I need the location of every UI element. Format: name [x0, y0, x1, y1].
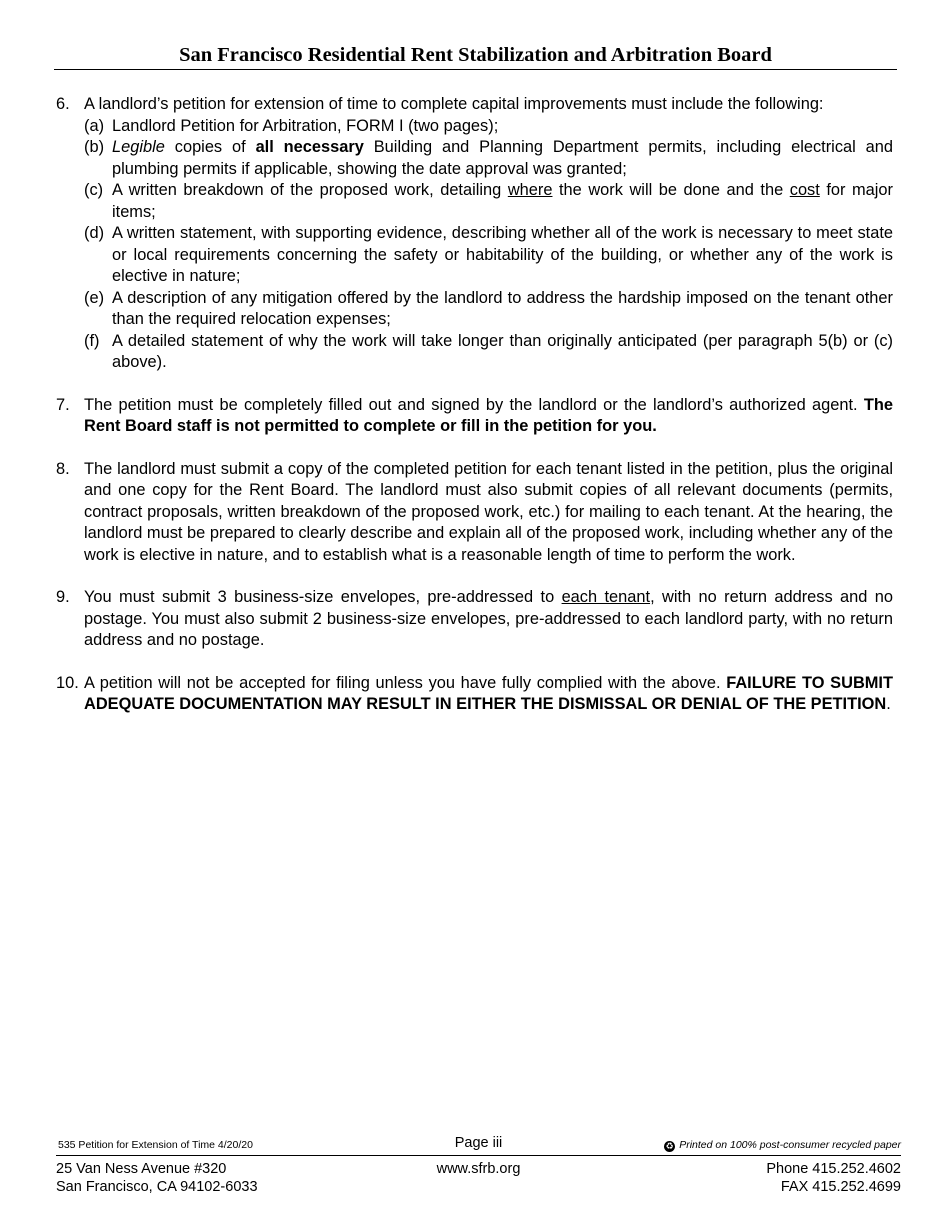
form-id: 535 Petition for Extension of Time 4/20/20 — [58, 1139, 253, 1151]
sub-item-c: (c) A written breakdown of the proposed work, detailing where the work will be done and the cost for major items; — [84, 181, 893, 221]
recycle-icon: ♻ — [665, 1141, 674, 1151]
footer-top — [56, 1135, 901, 1156]
instructions-list — [56, 94, 893, 737]
item-number: 6. — [56, 95, 70, 113]
item-9: 9. You must submit 3 business-size envelopes, pre-addressed to each tenant, with no return address and no postage. You must also submit 2 business-size envelopes, pre-addressed to each landlord party, with no return address and no postage. — [56, 588, 893, 649]
item-number: 7. — [56, 395, 70, 414]
item-6 — [56, 94, 893, 374]
sub-item-a: (a) Landlord Petition for Arbitration, FORM I (two pages); — [84, 116, 499, 135]
website-link[interactable]: www.sfrb.org — [436, 1161, 521, 1177]
page-number: Page iii — [454, 1135, 503, 1151]
sub-item-e: (e) A description of any mitigation offered by the landlord to address the hardship imposed on the tenant other than the required relocation expenses; — [84, 288, 893, 328]
item-text: A landlord’s petition for extension of time to complete capital improvements must include the following: — [84, 95, 824, 113]
office-address: 25 Van Ness Avenue #320 San Francisco, CA 94102-6033 — [56, 1161, 258, 1195]
item-7: 7. The petition must be completely filled out and signed by the landlord or the landlord’s authorized agent. The Rent Board staff is not permitted to complete or fill in the petition for you. — [56, 395, 893, 435]
contact-numbers: Phone 415.252.4602 FAX 415.252.4699 — [766, 1161, 901, 1195]
item-number: 8. — [56, 459, 70, 478]
item-number: 9. — [56, 588, 70, 606]
item-8: 8. The landlord must submit a copy of the completed petition for each tenant listed in the petition, plus the original and one copy for the Rent Board. The landlord must also submit copies of all relevant documents (permits, contract proposals, written breakdown of the proposed work, etc.) for mailing to each tenant. At the hearing, the landlord must be prepared to clearly describe and explain all of the proposed work, including whether any of the work is elective in nature, and to establish what is a reasonable length of time to perform the work. — [56, 459, 893, 564]
sub-item-f: (f) A detailed statement of why the work will take longer than originally anticipated (per paragraph 5(b) or (c) above). — [84, 331, 893, 371]
board-title: San Francisco Residential Rent Stabilization and Arbitration Board — [179, 44, 772, 66]
sub-item-d: (d) A written statement, with supporting evidence, describing whether all of the work is necessary to meet state or local requirements concerning the safety or habitability of the building, or whether any of the work is elective in nature; — [84, 224, 893, 285]
recycled-note: ♻ Printed on 100% post-consumer recycled paper — [665, 1139, 901, 1151]
page-header — [54, 44, 897, 70]
item-10: 10. A petition will not be accepted for filing unless you have fully complied with the above. FAILURE TO SUBMIT ADEQUATE DOCUMENTATION MAY RESULT IN EITHER THE DISMISSAL OR DENIAL OF THE PETITION. — [56, 673, 893, 713]
sub-item-b: (b) Legible copies of all necessary Building and Planning Department permits, including electrical and plumbing permits if applicable, showing the date approval was granted; — [84, 138, 893, 178]
item-number: 10. — [56, 673, 79, 692]
